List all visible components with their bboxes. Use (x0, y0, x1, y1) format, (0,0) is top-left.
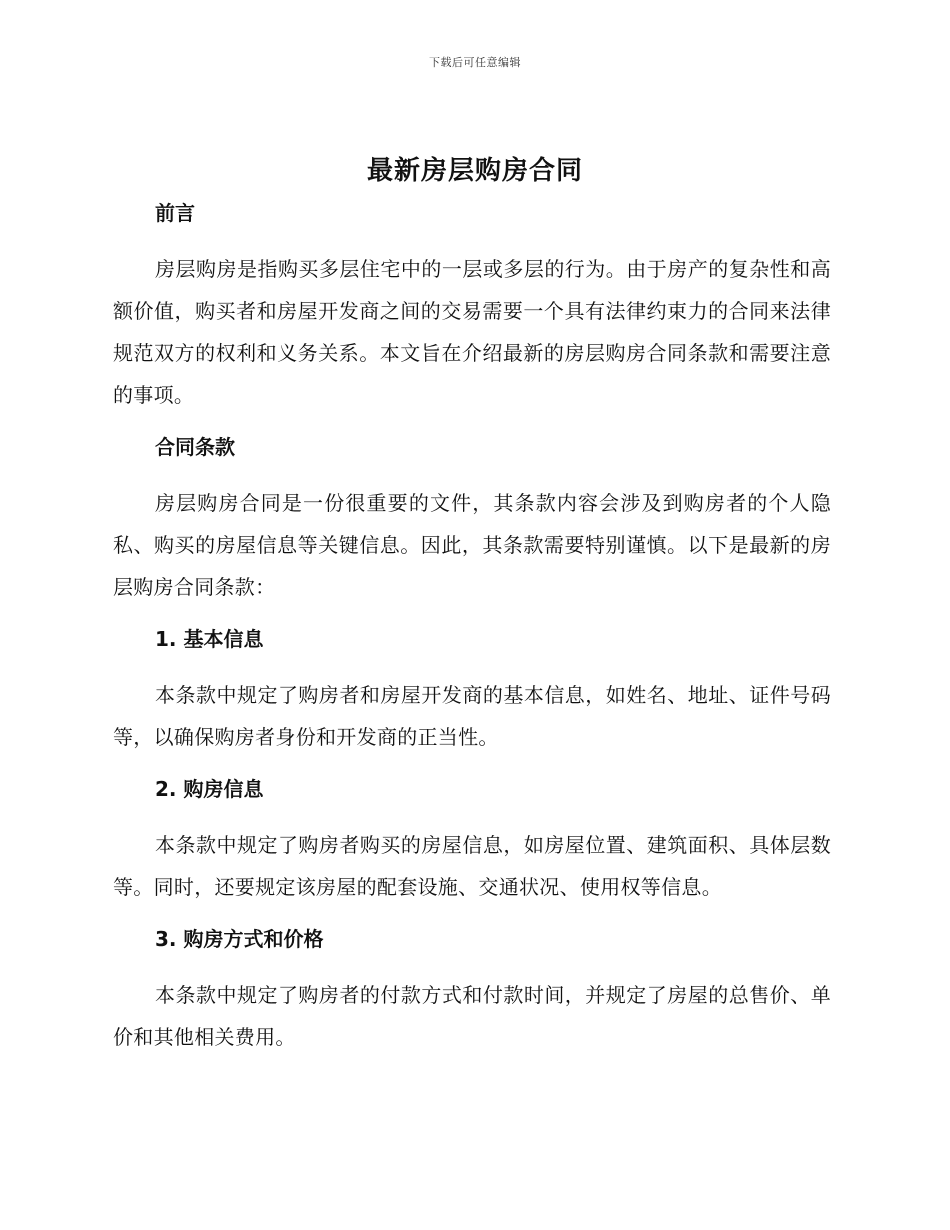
document-title: 最新房层购房合同 (366, 156, 583, 186)
section-paragraph: 本条款中规定了购房者的付款方式和付款时间，并规定了房屋的总售价、单价和其他相关费用。 (113, 983, 831, 1049)
section-payment-price (113, 922, 831, 1058)
section-heading: 2. 购房信息 (155, 777, 264, 801)
section-paragraph: 本条款中规定了购房者购买的房屋信息，如房屋位置、建筑面积、具体层数等。同时，还要规定该房屋的配套设施、交通状况、使用权等信息。 (113, 833, 831, 899)
header-note: 下载后可任意编辑 (429, 56, 521, 69)
section-paragraph: 房层购房合同是一份很重要的文件，其条款内容会涉及到购房者的个人隐私、购买的房屋信息等关键信息。因此，其条款需要特别谨慎。以下是最新的房层购房合同条款： (113, 491, 831, 599)
section-preface (113, 196, 831, 430)
document-body (113, 196, 831, 1058)
section-heading: 合同条款 (155, 435, 235, 459)
section-heading: 3. 购房方式和价格 (155, 927, 324, 951)
section-heading: 1. 基本信息 (155, 627, 264, 651)
section-paragraph: 房层购房是指购买多层住宅中的一层或多层的行为。由于房产的复杂性和高额价值，购买者和房屋开发商之间的交易需要一个具有法律约束力的合同来法律规范双方的权利和义务关系。本文旨在介绍最新的房层购房合同条款和需要注意的事项。 (113, 257, 831, 407)
section-basic-info (113, 622, 831, 772)
section-contract-terms (113, 430, 831, 622)
section-paragraph: 本条款中规定了购房者和房屋开发商的基本信息，如姓名、地址、证件号码等，以确保购房者身份和开发商的正当性。 (113, 683, 831, 749)
section-heading: 前言 (155, 201, 195, 225)
section-purchase-info (113, 772, 831, 922)
